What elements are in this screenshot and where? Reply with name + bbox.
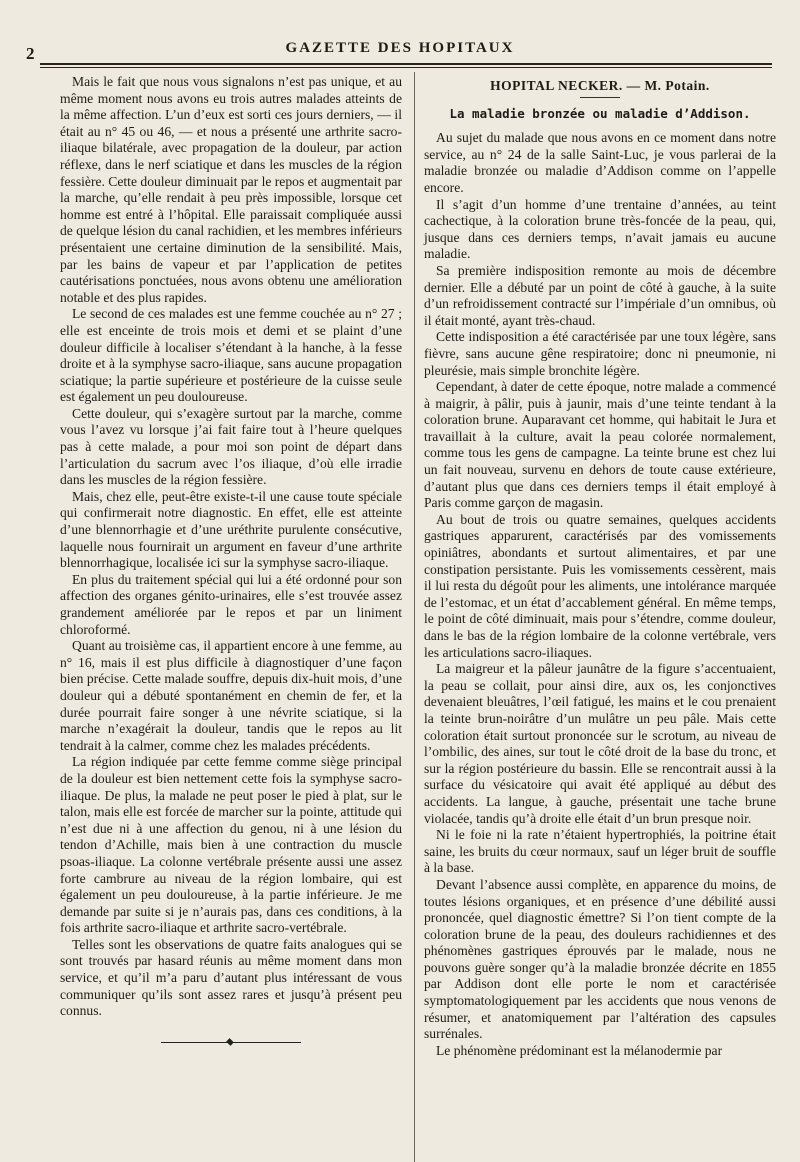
paragraph: Mais le fait que nous vous signalons n’est pas unique, et au même moment nous avons eu trois autres malades atteints de la même affection. L’un d’eux est sorti ces jours derniers, — il était au n° 45 ou 46, — et nous a présenté une arthrite sacro-iliaque bilatérale, avec propagation de la douleur, par action réflexe, dans le nerf sciatique et dans les muscles de la région fessière. Cette douleur diminuait par le repos et augmentait par la marche, qu’elle rendait à peu près impossible, lorsque cet homme est entré à l’hôpital. Elle paraissait compliquée aussi de quelque lésion du canal rachidien, et les membres inférieurs présentaient une certaine diminution de la sensibilité. Mais, par les bains de vapeur et par l’application de petites cautérisations ponctuées, nous avons obtenu une amélioration notable et des plus rapides.	[60, 74, 402, 305]
paragraph: Au bout de trois ou quatre semaines, quelques accidents gastriques apparurent, caractérisés par des vomissements opiniâtres, abondants et surtout alimentaires, et par une constipation persistante. Puis les vomissements cessèrent, mais il lui resta du dégoût pour les aliments, une intolérance marquée de l’estomac, et un état d’accablement général. En même temps, le point de côté diminuait, mais pour s’étendre, comme douleur, dans le bas de la région lombaire de la colonne vertébrale, vers les articulations sacro-iliaques.	[424, 511, 776, 660]
page-number: 2	[26, 44, 35, 63]
paragraph: La maigreur et la pâleur jaunâtre de la figure s’accentuaient, la peau se collait, pour ainsi dire, aux os, les conjonctives devenaient bleuâtres, l’œil fatigué, les mains et le cou prenaient la teinte brun-noirâtre d’un mulâtre un peu pâle. Mais cette coloration était surtout prononcée sur le scrotum, au niveau de l’ombilic, des aines, sur tout le côté droit de la base du tronc, et sur la région postérieure du bassin. Elle se rencontrait aussi à la surface du vésicatoire qui avait été appliqué au début des accidents. La langue, à gauche, présentait une tache brune violacée, tandis qu’à droite elle était d’un brun presque noir.	[424, 661, 776, 826]
header-rule-thin	[40, 67, 772, 68]
paragraph: Il s’agit d’un homme d’une trentaine d’années, au teint cachectique, à la coloration brune très-foncée de la peau, qui, jusque dans ces derniers temps, n’avait jamais eu aucune maladie.	[424, 196, 776, 262]
right-column	[424, 74, 776, 1059]
paragraph: Mais, chez elle, peut-être existe-t-il une cause toute spéciale qui confirmerait notre diagnostic. En effet, elle est atteinte d’une blennorrhagie et d’une uréthrite purulente consécutive, laquelle nous fournirait un argument en faveur d’une arthrite blennorrhagique, localisée ici sur la symphyse sacro-iliaque.	[60, 488, 402, 571]
paragraph: Le second de ces malades est une femme couchée au n° 27 ; elle est enceinte de trois mois et demi et se plaint d’une douleur difficile à localiser s’étendant à la hanche, à la fesse droite et à la symphyse sacro-iliaque, sans aucune propagation sciatique; la partie supérieure et postérieure de la cuisse seule est également un peu douloureuse.	[60, 306, 402, 405]
paragraph: Sa première indisposition remonte au mois de décembre dernier. Elle a débuté par un point de côté à gauche, à la suite d’un refroidissement contracté sur l’impériale d’un omnibus, où il était monté, ayant très-chaud.	[424, 262, 776, 328]
section-rule	[580, 97, 620, 98]
paragraph: Cette indisposition a été caractérisée par une toux légère, sans fièvre, sans aucune gêne respiratoire; donc ni pneumonie, ni pleurésie, mais simple bronchite légère.	[424, 329, 776, 378]
header-rule-thick	[40, 63, 772, 65]
paragraph: Cette douleur, qui s’exagère surtout par la marche, comme vous l’avez vu lorsque j’ai fait faire tout à l’heure quelques pas à cette malade, a pour moi son point de départ dans l’articulation du sacrum avec l’os iliaque, d’où elle irradie dans les muscles de la région fessière.	[60, 405, 402, 488]
paragraph: Ni le foie ni la rate n’étaient hypertrophiés, la poitrine était saine, les bruits du cœur normaux, sauf un léger bruit de souffle à la base.	[424, 827, 776, 876]
article-subtitle: La maladie bronzée ou maladie d’Addison.	[449, 105, 751, 121]
paragraph: Au sujet du malade que nous avons en ce moment dans notre service, au n° 24 de la salle Saint-Luc, je vous parlerai de la maladie bronzée ou maladie d’Addison comme on l’appelle encore.	[424, 130, 776, 195]
paragraph: En plus du traitement spécial qui lui a été ordonné pour son affection des organes génito-urinaires, elle s’est trouvée assez grandement améliorée par le repos et par un liniment chloroformé.	[60, 571, 402, 637]
left-column	[60, 74, 402, 1046]
ornament-diamond-icon	[226, 1038, 234, 1046]
masthead-title: GAZETTE DES HOPITAUX	[285, 40, 515, 56]
paragraph: Quant au troisième cas, il appartient encore à une femme, au n° 16, mais il est plus difficile à diagnostiquer d’une façon bien précise. Cette malade souffre, depuis dix-huit mois, d’une douleur qui a débuté spontanément en chemin de fer, et la durée pourrait faire songer à une névrite sciatique, si la marche n’exagérait la douleur, tandis que le repos au lit tendrait à la calmer, comme chez les malades précédents.	[60, 638, 402, 753]
paragraph: Cependant, à dater de cette époque, notre malade a commencé à maigrir, à pâlir, puis à jaunir, mais d’une teinte tendant à la coloration brune. Auparavant cet homme, qui habitait le Jura et travaillait à la culture, avait la peau colorée normalement, comme tous les gens de campagne. La teinte brune est chez lui un fait nouveau, survenu en dehors de toute cause extérieure, d’autant plus que dans ces derniers temps il était employé à Paris comme garçon de magasin.	[424, 379, 776, 511]
paragraph: Le phénomène prédominant est la mélanodermie par	[436, 1042, 723, 1058]
end-ornament	[161, 1038, 301, 1046]
paragraph: Devant l’absence aussi complète, en apparence du moins, de toutes lésions organiques, et en présence d’une débilité aussi prononcée, quel diagnostic émettre? Si l’on tient compte de la coloration brune de la peau, des douleurs rachidiennes et des phénomènes gastriques éprouvés par le malade, nous ne pouvons guère songer qu’à la maladie bronzée décrite en 1855 par Addison dont elle porte le nom et caractérisée symptomatologiquement par les accidents que nous venons de résumer, et anatomiquement par l’altération des capsules surrénales.	[424, 876, 776, 1042]
paragraph: Telles sont les observations de quatre faits analogues qui se sont trouvés par hasard réunis au même moment dans mon service, et qu’il m’a paru d’autant plus intéressant de vous communiquer qu’ils sont assez rares et jusqu’à présent peu connus.	[60, 936, 402, 1019]
column-divider	[414, 72, 415, 1162]
section-title: HOPITAL NECKER. — M. Potain.	[490, 78, 710, 93]
paragraph: La région indiquée par cette femme comme siège principal de la douleur est bien nettement cette fois la symphyse sacro-iliaque. De plus, la malade ne peut poser le pied à plat, sur le talon, mais elle est forcée de marcher sur la pointe, attitude qui n’est due ni à une affection du genou, ni à une lésion du tendon d’Achille, mais bien à une contraction du muscle psoas-iliaque. La colonne vertébrale présente aussi une assez forte cambrure au niveau de la région lombaire, qui est également un peu douloureuse, à la partie inférieure. Je me demande par suite si je n’aurais pas, dans ces conditions, à la fois arthrite sacro-iliaque et arthrite sacro-vertébrale.	[60, 754, 402, 936]
